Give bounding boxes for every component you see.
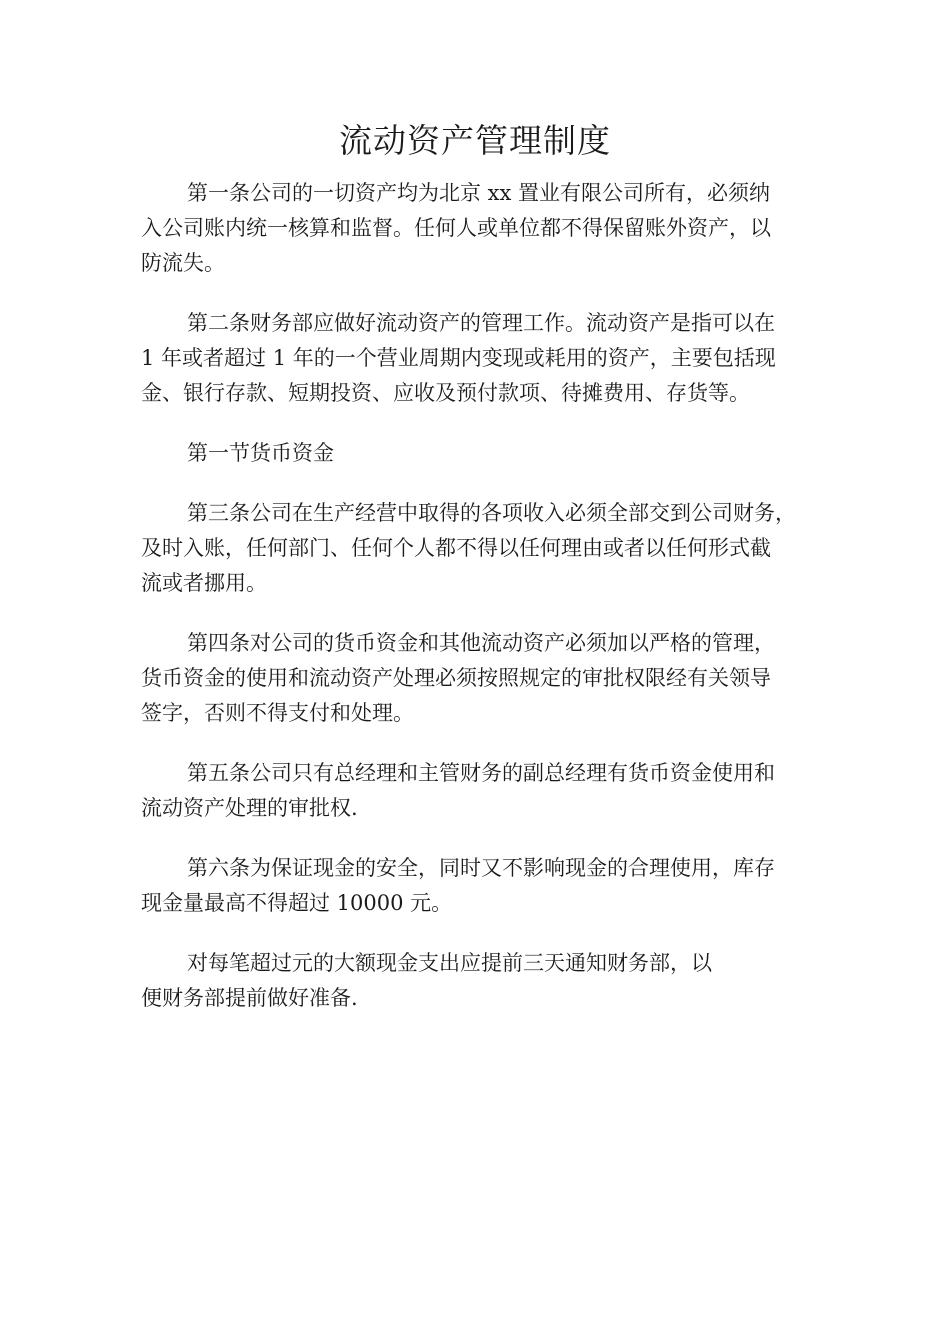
- text-line: 流动资产处理的审批权.: [141, 796, 358, 820]
- text-line: 及时入账，任何部门、任何个人都不得以任何理由或者以任何形式截: [141, 536, 771, 560]
- text-line: 货币资金的使用和流动资产处理必须按照规定的审批权限经有关领导: [141, 666, 771, 690]
- text-line: 第六条为保证现金的安全，同时又不影响现金的合理使用，库存: [187, 856, 775, 880]
- text-line: 便财务部提前做好准备.: [141, 986, 358, 1010]
- cash-notice-paragraph: [141, 946, 831, 1016]
- text-line: 对每笔超过元的大额现金支出应提前三天通知财务部，以: [187, 951, 712, 975]
- section-heading: [141, 436, 831, 471]
- text-line: 流或者挪用。: [141, 571, 267, 595]
- article-3: [141, 496, 831, 601]
- article-2: [141, 306, 831, 411]
- text-line: 金、银行存款、短期投资、应收及预付款项、待摊费用、存货等。: [141, 381, 750, 405]
- text-line: 防流失。: [141, 251, 225, 275]
- text-line: 第二条财务部应做好流动资产的管理工作。流动资产是指可以在: [187, 311, 775, 335]
- document-title: 流动资产管理制度: [339, 121, 611, 161]
- text-line: 第四条对公司的货币资金和其他流动资产必须加以严格的管理，: [187, 631, 775, 655]
- article-1: [141, 176, 831, 281]
- text-line: 第三条公司在生产经营中取得的各项收入必须全部交到公司财务，: [187, 501, 796, 525]
- text-line: 签字，否则不得支付和处理。: [141, 701, 414, 725]
- text-line: 1 年或者超过 1 年的一个营业周期内变现或耗用的资产，主要包括现: [141, 346, 776, 370]
- text-line: 第五条公司只有总经理和主管财务的副总经理有货币资金使用和: [187, 761, 775, 785]
- article-4: [141, 626, 831, 731]
- text-line: 入公司账内统一核算和监督。任何人或单位都不得保留账外资产，以: [141, 216, 771, 240]
- article-5: [141, 756, 831, 826]
- article-6: [141, 851, 831, 921]
- document-body: [141, 176, 831, 1041]
- text-line: 现金量最高不得超过 10000 元。: [141, 891, 453, 915]
- text-line: 第一条公司的一切资产均为北京 xx 置业有限公司所有，必须纳: [187, 181, 771, 205]
- text-line: 第一节货币资金: [187, 441, 334, 465]
